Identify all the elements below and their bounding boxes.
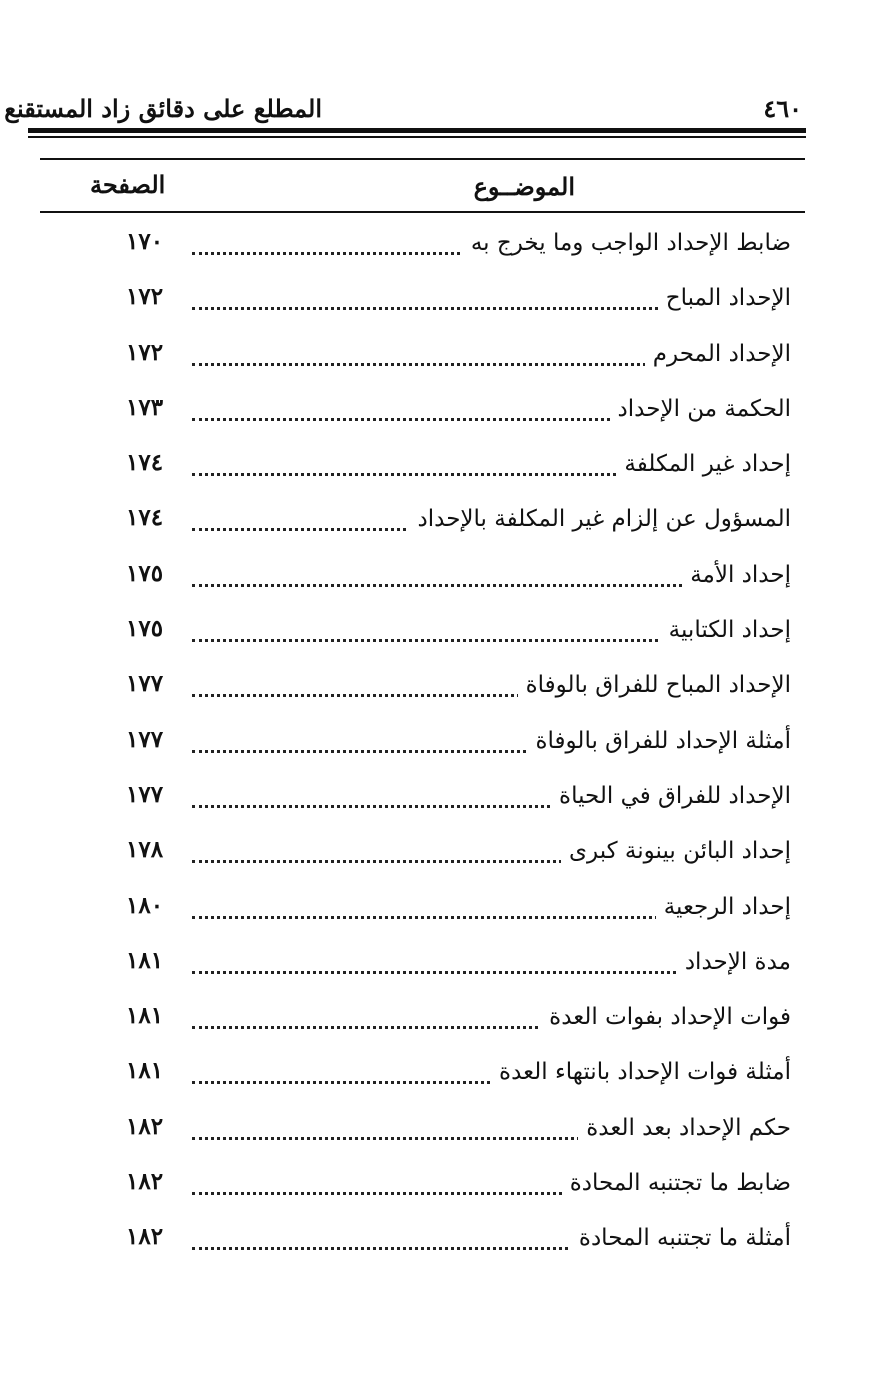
toc-entry xyxy=(0,222,879,277)
toc-entry-title: ضابط ما تجتنبه المحادة xyxy=(562,1170,791,1196)
toc-entry-page: ١٧٢ xyxy=(126,338,164,366)
toc-entry-page: ١٧٨ xyxy=(126,836,164,864)
toc-entry xyxy=(0,775,879,830)
header-rule-thin xyxy=(28,136,806,138)
toc-entry-page: ١٧٥ xyxy=(126,615,164,643)
toc-entry-title: إحداد البائن بينونة كبرى xyxy=(561,838,791,864)
header-rule-thick xyxy=(28,128,806,133)
toc-entry-page: ١٧٧ xyxy=(126,780,164,808)
header-page-number: ٤٦٠ xyxy=(763,94,802,123)
toc-entry xyxy=(0,664,879,719)
toc-entry-title: الإحداد المباح للفراق بالوفاة xyxy=(518,672,791,698)
toc-entry-title: إحداد الرجعية xyxy=(656,894,791,920)
toc-entry-page: ١٧٣ xyxy=(126,393,164,421)
toc-entry-page: ١٧٢ xyxy=(126,283,164,311)
column-header-page: الصفحة xyxy=(90,170,166,199)
toc-entry xyxy=(0,886,879,941)
toc-entry xyxy=(0,609,879,664)
toc-entry-page: ١٨١ xyxy=(126,1057,164,1085)
toc-entry xyxy=(0,830,879,885)
toc-entry-page: ١٨٢ xyxy=(126,1223,164,1251)
toc-entry xyxy=(0,277,879,332)
toc-entry xyxy=(0,554,879,609)
toc-entry xyxy=(0,498,879,553)
toc-entry-title: مدة الإحداد xyxy=(677,949,791,975)
toc-entry-title: أمثلة فوات الإحداد بانتهاء العدة xyxy=(491,1059,791,1085)
toc-entry-page: ١٧٤ xyxy=(126,449,164,477)
toc-entry-title: إحداد الأمة xyxy=(682,562,791,588)
toc-entry-title: حكم الإحداد بعد العدة xyxy=(578,1115,791,1141)
toc-entry xyxy=(0,996,879,1051)
toc-entry-page: ١٧٥ xyxy=(126,559,164,587)
toc-entry-page: ١٨٠ xyxy=(126,891,164,919)
toc-entry-page: ١٧٤ xyxy=(126,504,164,532)
column-headers xyxy=(40,166,805,210)
toc-entry-page: ١٨١ xyxy=(126,946,164,974)
toc-entry-page: ١٨٢ xyxy=(126,1168,164,1196)
running-header xyxy=(4,92,806,132)
toc-entry-title: إحداد الكتابية xyxy=(661,617,791,643)
toc-entry xyxy=(0,1051,879,1106)
toc-entry xyxy=(0,1217,879,1272)
toc-entry-title: الإحداد للفراق في الحياة xyxy=(551,783,791,809)
toc-entry-page: ١٧٠ xyxy=(126,228,164,255)
toc-entry-page: ١٧٧ xyxy=(126,670,164,698)
toc-entry-title: الإحداد المحرم xyxy=(645,341,791,367)
toc-list xyxy=(0,222,879,1273)
toc-entry-title: فوات الإحداد بفوات العدة xyxy=(541,1004,791,1030)
toc-entry-title: إحداد غير المكلفة xyxy=(616,451,791,477)
toc-entry-title: المسؤول عن إلزام غير المكلفة بالإحداد xyxy=(409,506,791,532)
toc-entry-page: ١٨١ xyxy=(126,1002,164,1030)
toc-entry xyxy=(0,333,879,388)
toc-entry xyxy=(0,1162,879,1217)
table-top-rule xyxy=(40,158,805,160)
toc-entry-title: الإحداد المباح xyxy=(658,285,791,311)
toc-entry xyxy=(0,941,879,996)
toc-entry xyxy=(0,720,879,775)
header-title: المطلع على دقائق زاد المستقنع xyxy=(4,94,322,123)
toc-entry-title: أمثلة الإحداد للفراق بالوفاة xyxy=(528,728,792,754)
toc-entry-page: ١٨٢ xyxy=(126,1112,164,1140)
toc-entry xyxy=(0,388,879,443)
column-header-rule xyxy=(40,211,805,213)
toc-entry-title: ضابط الإحداد الواجب وما يخرج به xyxy=(463,230,791,256)
toc-entry xyxy=(0,1107,879,1162)
column-header-topic: الموضــوع xyxy=(473,172,575,201)
toc-entry-title: الحكمة من الإحداد xyxy=(610,396,791,422)
toc-entry xyxy=(0,443,879,498)
toc-entry-title: أمثلة ما تجتنبه المحادة xyxy=(571,1225,791,1251)
toc-entry-page: ١٧٧ xyxy=(126,725,164,753)
